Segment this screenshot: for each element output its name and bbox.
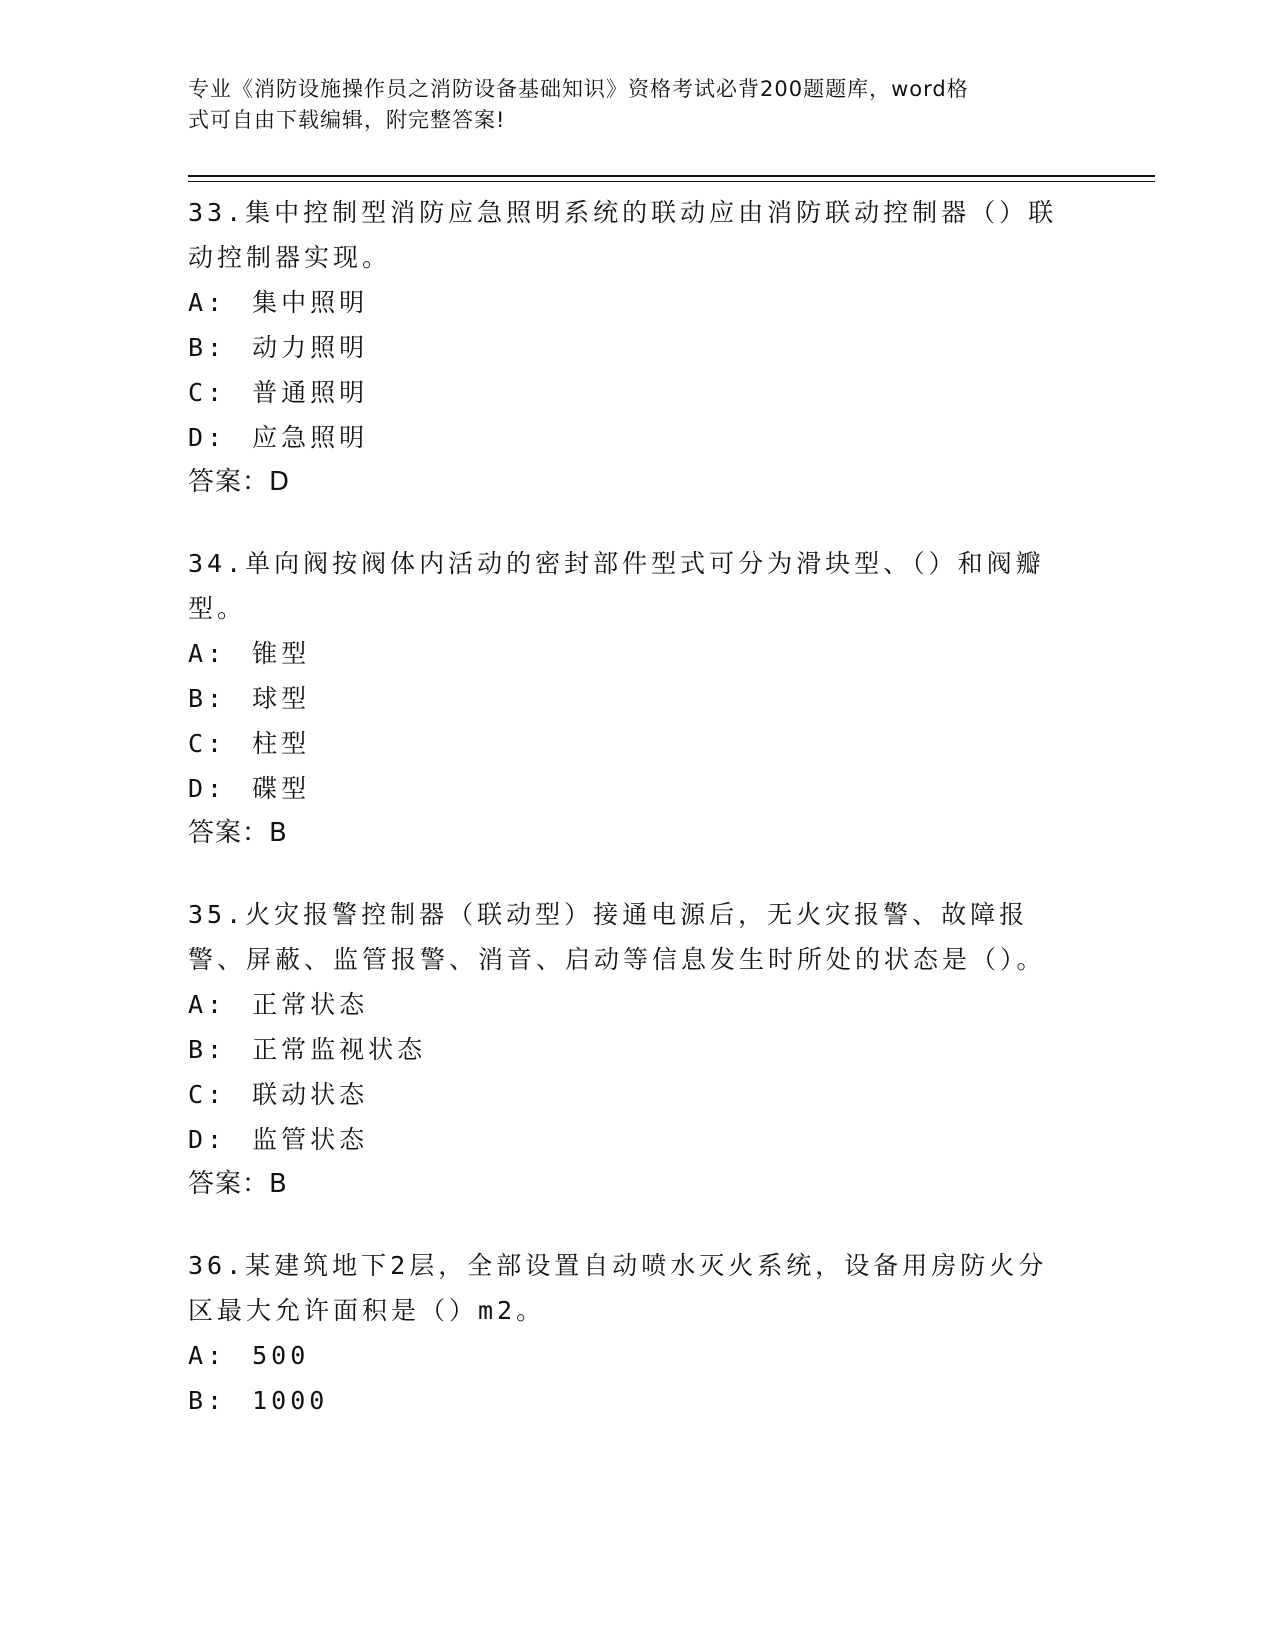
option-a [188, 982, 1088, 1027]
option-a [188, 280, 1088, 325]
option-text: 应急照明 [252, 423, 369, 452]
option-d [188, 415, 1088, 460]
option-text: 1000 [252, 1386, 329, 1415]
option-a [188, 631, 1088, 676]
option-text: 500 [252, 1341, 310, 1370]
question-stem: 36.某建筑地下2层，全部设置自动喷水灭火系统，设备用房防火分区最大允许面积是（）m2。 [188, 1251, 1048, 1325]
option-text: 集中照明 [252, 288, 369, 317]
question-stem: 33.集中控制型消防应急照明系统的联动应由消防联动控制器（）联动控制器实现。 [188, 198, 1058, 272]
option-c [188, 721, 1088, 766]
option-text: 球型 [252, 684, 311, 713]
question-list [188, 190, 1088, 1459]
option-key: D: [188, 774, 227, 803]
option-a [188, 1333, 1088, 1378]
option-key: D: [188, 1125, 227, 1154]
option-key: A: [188, 288, 227, 317]
option-text: 锥型 [252, 639, 311, 668]
option-key: B: [188, 1386, 227, 1415]
option-text: 普通照明 [252, 378, 369, 407]
header-line-2: 式可自由下载编辑，附完整答案! [188, 108, 506, 132]
option-b [188, 1027, 1088, 1072]
document-header [188, 74, 1068, 136]
option-d [188, 766, 1088, 811]
header-divider-thick [188, 175, 1155, 177]
option-key: A: [188, 1341, 227, 1370]
option-d [188, 1117, 1088, 1162]
option-b [188, 676, 1088, 721]
option-text: 动力照明 [252, 333, 369, 362]
option-b [188, 325, 1088, 370]
question-35 [188, 892, 1088, 1207]
answer-line: 答案：D [188, 467, 291, 497]
option-key: C: [188, 729, 227, 758]
option-key: B: [188, 684, 227, 713]
answer-line: 答案：B [188, 818, 288, 848]
question-stem: 35.火灾报警控制器（联动型）接通电源后，无火灾报警、故障报警、屏蔽、监管报警、消音、启动等信息发生时所处的状态是（）。 [188, 900, 1046, 974]
header-line-1: 专业《消防设施操作员之消防设备基础知识》资格考试必背200题题库，word格 [188, 77, 969, 101]
option-text: 柱型 [252, 729, 311, 758]
answer-line: 答案：B [188, 1169, 288, 1199]
option-b [188, 1378, 1088, 1423]
question-36 [188, 1243, 1088, 1423]
option-text: 联动状态 [252, 1080, 369, 1109]
option-text: 正常状态 [252, 990, 369, 1019]
option-key: D: [188, 423, 227, 452]
header-divider-thin [188, 181, 1155, 182]
option-key: B: [188, 1035, 227, 1064]
option-text: 碟型 [252, 774, 311, 803]
option-key: A: [188, 639, 227, 668]
option-key: C: [188, 378, 227, 407]
option-c [188, 370, 1088, 415]
option-key: C: [188, 1080, 227, 1109]
option-key: A: [188, 990, 227, 1019]
option-text: 监管状态 [252, 1125, 369, 1154]
question-stem: 34.单向阀按阀体内活动的密封部件型式可分为滑块型、（）和阀瓣型。 [188, 549, 1045, 623]
option-key: B: [188, 333, 227, 362]
question-34 [188, 541, 1088, 856]
option-c [188, 1072, 1088, 1117]
question-33 [188, 190, 1088, 505]
option-text: 正常监视状态 [252, 1035, 427, 1064]
